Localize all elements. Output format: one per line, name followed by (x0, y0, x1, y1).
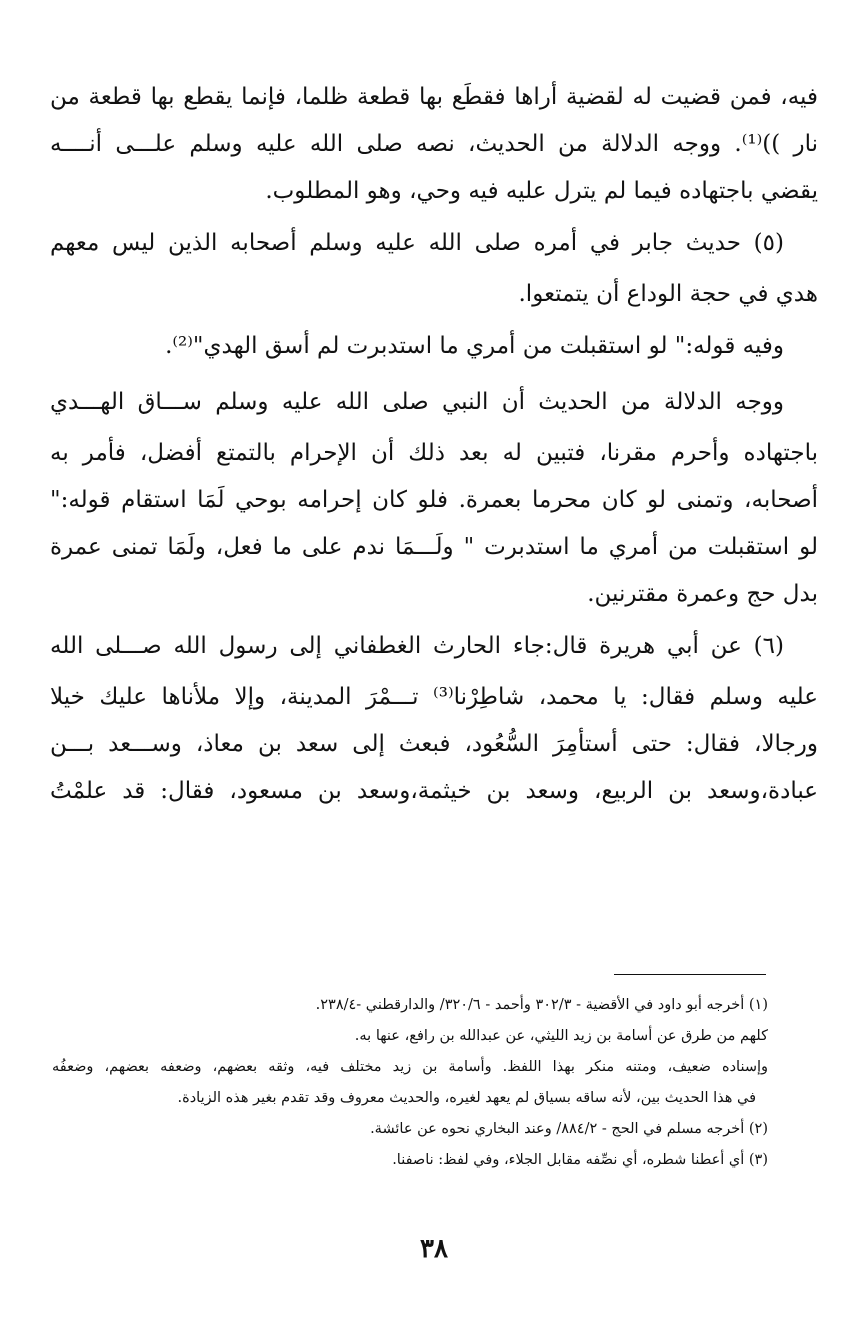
footnotes (52, 990, 768, 1176)
footnote-1-continuation: وإسناده ضعيف، ومتنه منكر بهذا اللفظ. وأسامة بن زيد مختلف فيه، وثقه بعضهم، وضعفه بعضهم، وضعفُه (52, 1059, 768, 1075)
text-line-12: (٦) عن أبي هريرة قال:جاء الحارث الغطفاني إلى رسول الله صـــلى الله (50, 633, 784, 659)
text-line-4: (٥) حديث جابر في أمره صلى الله عليه وسلم أصحابه الذين ليس معهم (50, 230, 784, 256)
text-line-13: عليه وسلم فقال: يا محمد، شاطِرْنا⁽³⁾ تـــمْرَ المدينة، وإلا ملأناها عليك خيلا (50, 684, 818, 710)
footnote-3: (٣) أي أعطنا شطره، أي نصِّفه مقابل الجلاء، وفي لفظ: ناصفنا. (392, 1152, 768, 1168)
text-line-10: لو استقبلت من أمري ما استدبرت " ولَـــمَا ندم على ما فعل، ولَمَا تمنى عمرة (50, 534, 818, 560)
footnote-1-continuation: كلهم من طرق عن أسامة بن زيد الليثي، عن عبدالله بن رافع، عنها به. (354, 1028, 768, 1044)
text-line-9: أصحابه، وتمنى لو كان محرما بعمرة. فلو كان إحرامه بوحي لَمَا استقام قوله:" (50, 487, 818, 513)
footnote-separator (614, 974, 766, 975)
text-line-15: عبادة،وسعد بن الربيع، وسعد بن خيثمة،وسعد بن مسعود، فقال: قد علمْتُ (50, 778, 818, 804)
text-line-2: نار ))⁽¹⁾. ووجه الدلالة من الحديث، نصه صلى الله عليه وسلم علـــى أنــــه (50, 131, 818, 157)
main-text (50, 74, 818, 815)
text-line-5: هدي في حجة الوداع أن يتمتعوا. (518, 281, 818, 307)
text-line-14: ورجالا، فقال: حتى أستأمِرَ السُّعُود، فبعث إلى سعد بن معاذ، وســـعد بـــن (50, 731, 818, 757)
text-line-7: ووجه الدلالة من الحديث أن النبي صلى الله عليه وسلم ســـاق الهـــدي (50, 389, 784, 415)
page-number: ٣٨ (420, 1234, 448, 1264)
footnote-1: (١) أخرجه أبو داود في الأقضية - ٣٠٢/٣ وأحمد - ٣٢٠/٦/ والدارقطني -٢٣٨/٤. (315, 997, 768, 1013)
footnote-1-continuation: في هذا الحديث بين، لأنه ساقه بسياق لم يعهد لغيره، والحديث معروف وقد تقدم بغير هذه الزيادة. (177, 1090, 756, 1106)
text-line-3: يقضي باجتهاده فيما لم يترل عليه فيه وحي، وهو المطلوب. (265, 178, 818, 204)
text-line-11: بدل حج وعمرة مقترنين. (587, 581, 818, 607)
text-line-8: باجتهاده وأحرم مقرنا، فتبين له بعد ذلك أن الإحرام بالتمتع أفضل، فأمر به (50, 440, 818, 466)
text-line-1: فيه، فمن قضيت له لقضية أراها فقطَع بها قطعة ظلما، فإنما يقطع بها قطعة من (50, 84, 818, 110)
footnote-2: (٢) أخرجه مسلم في الحج - ٨٨٤/٢/ وعند البخاري نحوه عن عائشة. (370, 1121, 768, 1137)
text-line-6: وفيه قوله:" لو استقبلت من أمري ما استدبرت لم أسق الهدي"⁽²⁾. (165, 333, 784, 359)
